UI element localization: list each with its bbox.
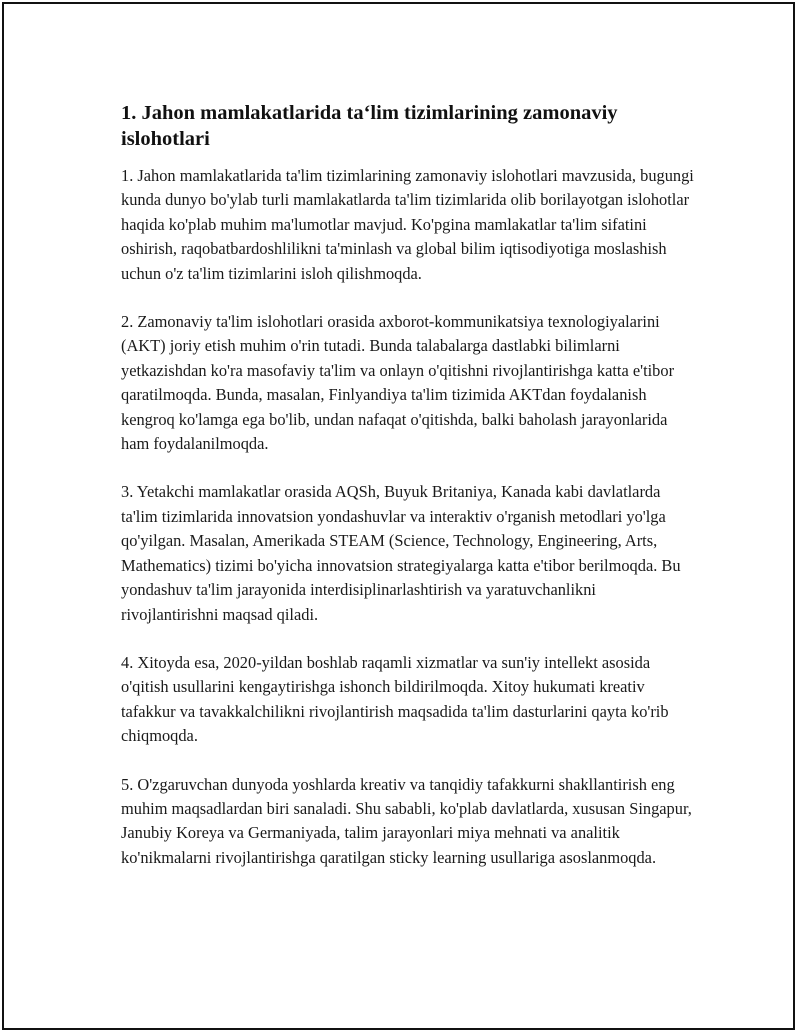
paragraph-4: 4. Xitoyda esa, 2020-yildan boshlab raqamli xizmatlar va sun'iy intellekt asosida o'qitish usullarini kengaytirishga ishonch bildirilmoqda. Xitoy hukumati kreativ tafakkur va tavakkalchilikni rivojlantirish maqsadida ta'lim dasturlarini qayta ko'rib chiqmoqda. — [121, 652, 669, 746]
paragraph-3: 3. Yetakchi mamlakatlar orasida AQSh, Buyuk Britaniya, Kanada kabi davlatlarda ta'lim tizimlarida innovatsion yondashuvlar va interaktiv o'rganish metodlari yo'lga qo'yilgan. Masalan, Amerikada STEAM (Science, Technology, Engineering, Arts, Mathematics) tizimi bo'yicha innovatsion strategiyalarga katta e'tibor berilmoqda. Bu yondashuv ta'lim jarayonida interdisiplinarlashtirish va yaratuvchanlikni rivojlantirishni maqsad qiladi. — [121, 482, 681, 624]
document-body — [121, 100, 696, 870]
paragraph-2: 2. Zamonaviy ta'lim islohotlari orasida axborot-kommunikatsiya texnologiyalarini (AKT) joriy etish muhim o'rin tutadi. Bunda talabalarga dastlabki bilimlarni yetkazishdan ko'ra masofaviy ta'lim va onlayn o'qitishni rivojlantirishga katta e'tibor qaratilmoqda. Bunda, masalan, Finlyandiya ta'lim tizimida AKTdan foydalanish kengroq ko'lamga ega bo'lib, undan nafaqat o'qitishda, balki baholash jarayonlarida ham foydalanilmoqda. — [121, 312, 675, 454]
document-title: 1. Jahon mamlakatlarida taʻlim tizimlarining zamonaviy islohotlari — [121, 102, 618, 150]
paragraph-5: 5. O'zgaruvchan dunyoda yoshlarda kreativ va tanqidiy tafakkurni shakllantirish eng muhim maqsadlardan biri sanaladi. Shu sababli, ko'plab davlatlarda, xususan Singapur, Janubiy Koreya va Germaniyada, talim jarayonlari miya mehnati va analitik ko'nikmalarni rivojlantirishga qaratilgan sticky learning usullariga asoslanmoqda. — [121, 774, 692, 867]
document-page — [2, 2, 795, 1030]
paragraph-1: 1. Jahon mamlakatlarida ta'lim tizimlarining zamonaviy islohotlari mavzusida, bugungi kunda dunyo bo'ylab turli mamlakatlarda ta'lim tizimlarida olib borilayotgan islohotlar haqida ko'plab muhim ma'lumotlar mavjud. Ko'pgina mamlakatlar ta'lim sifatini oshirish, raqobatbardoshlilikni ta'minlash va global bilim iqtisodiyotiga moslashish uchun o'z ta'lim tizimlarini isloh qilishmoqda. — [121, 166, 694, 283]
